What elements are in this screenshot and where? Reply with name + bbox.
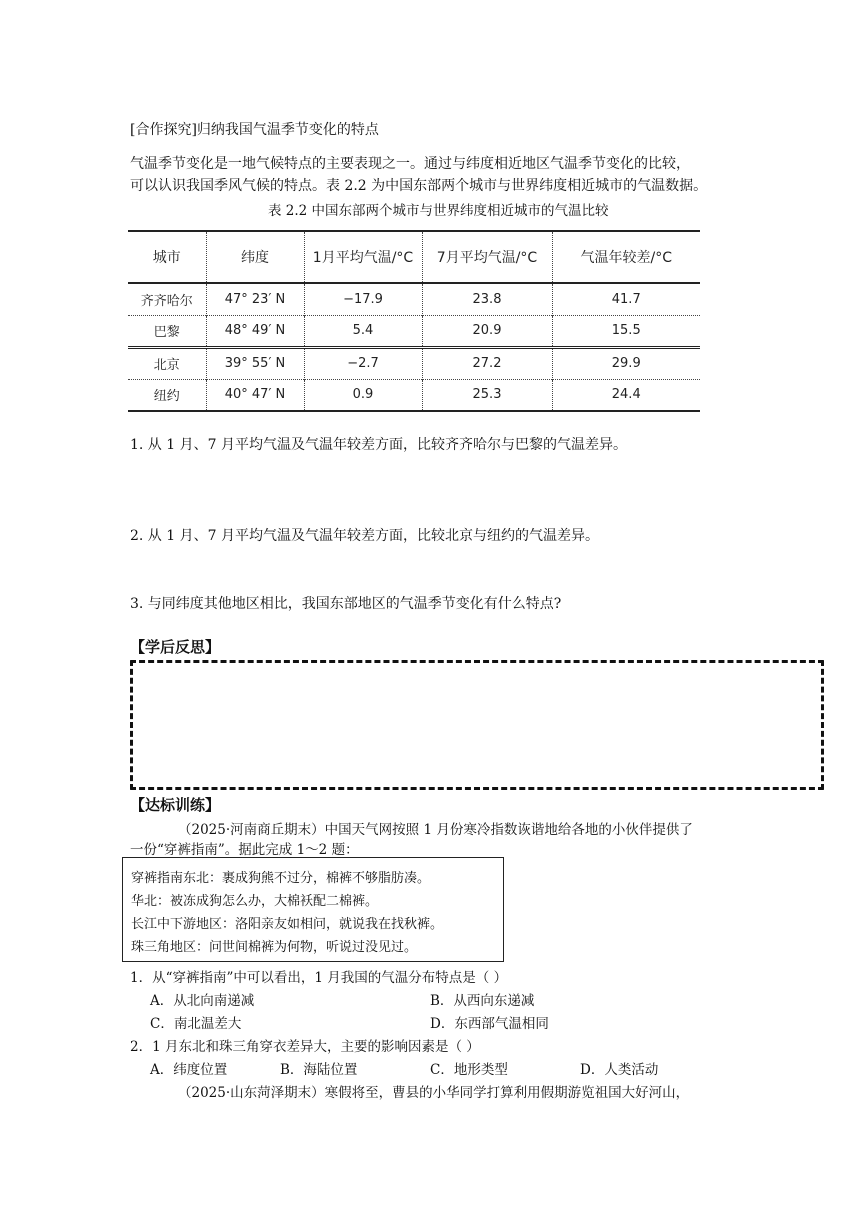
cell-jul-temp: 20.9 (422, 315, 552, 347)
header-jul-temp: 7月平均气温/°C (422, 231, 552, 283)
header-city: 城市 (152, 250, 181, 266)
mcq-2-option-d[interactable]: D．人类活动 (580, 1062, 659, 1078)
cell-jul-temp: 23.8 (422, 283, 552, 315)
section-heading: [合作探究]归纳我国气温季节变化的特点 (130, 122, 379, 138)
cell-latitude: 40° 47′ N (206, 379, 304, 411)
cell-jan-temp: −2.7 (304, 347, 422, 379)
table-header-row (128, 231, 700, 283)
mcq-2-option-b[interactable]: B．海陆位置 (280, 1062, 358, 1078)
mcq-1-option-d[interactable]: D．东西部气温相同 (430, 1016, 549, 1032)
cell-city: 巴黎 (153, 325, 180, 340)
quote-box (122, 857, 504, 962)
cell-annual-range: 41.7 (552, 283, 700, 315)
mcq-2-stem: 2．1 月东北和珠三角穿衣差异大，主要的影响因素是（ ） (130, 1039, 480, 1055)
cell-jan-temp: 0.9 (304, 379, 422, 411)
mcq-2-option-c[interactable]: C．地形类型 (430, 1062, 508, 1078)
mcq-1-option-c[interactable]: C．南北温差大 (150, 1016, 242, 1032)
practice-intro-line-2: 一份“穿裤指南”。据此完成 1～2 题： (130, 842, 359, 858)
header-annual-range: 气温年较差/°C (552, 231, 700, 283)
cell-jan-temp: 5.4 (304, 315, 422, 347)
cell-latitude: 48° 49′ N (206, 315, 304, 347)
reflection-box[interactable] (130, 660, 824, 790)
cell-latitude: 47° 23′ N (206, 283, 304, 315)
mcq-1-stem: 1．从“穿裤指南”中可以看出，1 月我国的气温分布特点是（ ） (130, 970, 508, 986)
question-3: 3. 与同纬度其他地区相比，我国东部地区的气温季节变化有什么特点? (130, 596, 562, 612)
table-caption: 表 2.2 中国东部两个城市与世界纬度相近城市的气温比较 (268, 203, 609, 219)
cell-city: 齐齐哈尔 (140, 293, 193, 309)
cell-annual-range: 15.5 (552, 315, 700, 347)
next-intro: （2025·山东菏泽期末）寒假将至，曹县的小华同学打算利用假期游览祖国大好河山， (178, 1085, 690, 1101)
mcq-1-option-b[interactable]: B．从西向东递减 (430, 993, 535, 1009)
cell-annual-range: 24.4 (552, 379, 700, 411)
table-row (128, 347, 700, 379)
question-2: 2. 从 1 月、7 月平均气温及气温年较差方面，比较北京与纽约的气温差异。 (130, 528, 599, 544)
quote-line: 华北：被冻成狗怎么办，大棉袄配二棉裤。 (131, 894, 379, 909)
cell-jul-temp: 25.3 (422, 379, 552, 411)
table-row (128, 283, 700, 315)
table-row (128, 315, 700, 347)
cell-jan-temp: −17.9 (304, 283, 422, 315)
climate-table (128, 230, 700, 412)
intro-line-1: 气温季节变化是一地气候特点的主要表现之一。通过与纬度相近地区气温季节变化的比较， (130, 156, 690, 172)
intro-line-2: 可以认识我国季风气候的特点。表 2.2 为中国东部两个城市与世界纬度相近城市的气温数据。 (130, 178, 708, 194)
cell-latitude: 39° 55′ N (206, 347, 304, 379)
reflection-heading: 【学后反思】 (130, 638, 221, 656)
table-row (128, 379, 700, 411)
question-1: 1. 从 1 月、7 月平均气温及气温年较差方面，比较齐齐哈尔与巴黎的气温差异。 (130, 437, 627, 453)
cell-annual-range: 29.9 (552, 347, 700, 379)
practice-heading: 【达标训练】 (130, 796, 221, 814)
cell-city: 纽约 (153, 389, 180, 405)
quote-line: 穿裤指南东北：裹成狗熊不过分，棉裤不够脂肪凑。 (131, 871, 431, 886)
practice-intro-line-1: （2025·河南商丘期末）中国天气网按照 1 月份寒冷指数诙谐地给各地的小伙伴提供了 (178, 822, 693, 838)
cell-city: 北京 (153, 358, 180, 373)
cell-jul-temp: 27.2 (422, 347, 552, 379)
mcq-1-option-a[interactable]: A．从北向南递减 (150, 993, 255, 1009)
quote-line: 珠三角地区：问世间棉裤为何物，听说过没见过。 (131, 940, 418, 955)
mcq-2-option-a[interactable]: A．纬度位置 (150, 1062, 228, 1078)
header-jan-temp: 1月平均气温/°C (304, 231, 422, 283)
header-latitude: 纬度 (206, 231, 304, 283)
quote-line: 长江中下游地区：洛阳亲友如相问，就说我在找秋裤。 (131, 917, 444, 932)
